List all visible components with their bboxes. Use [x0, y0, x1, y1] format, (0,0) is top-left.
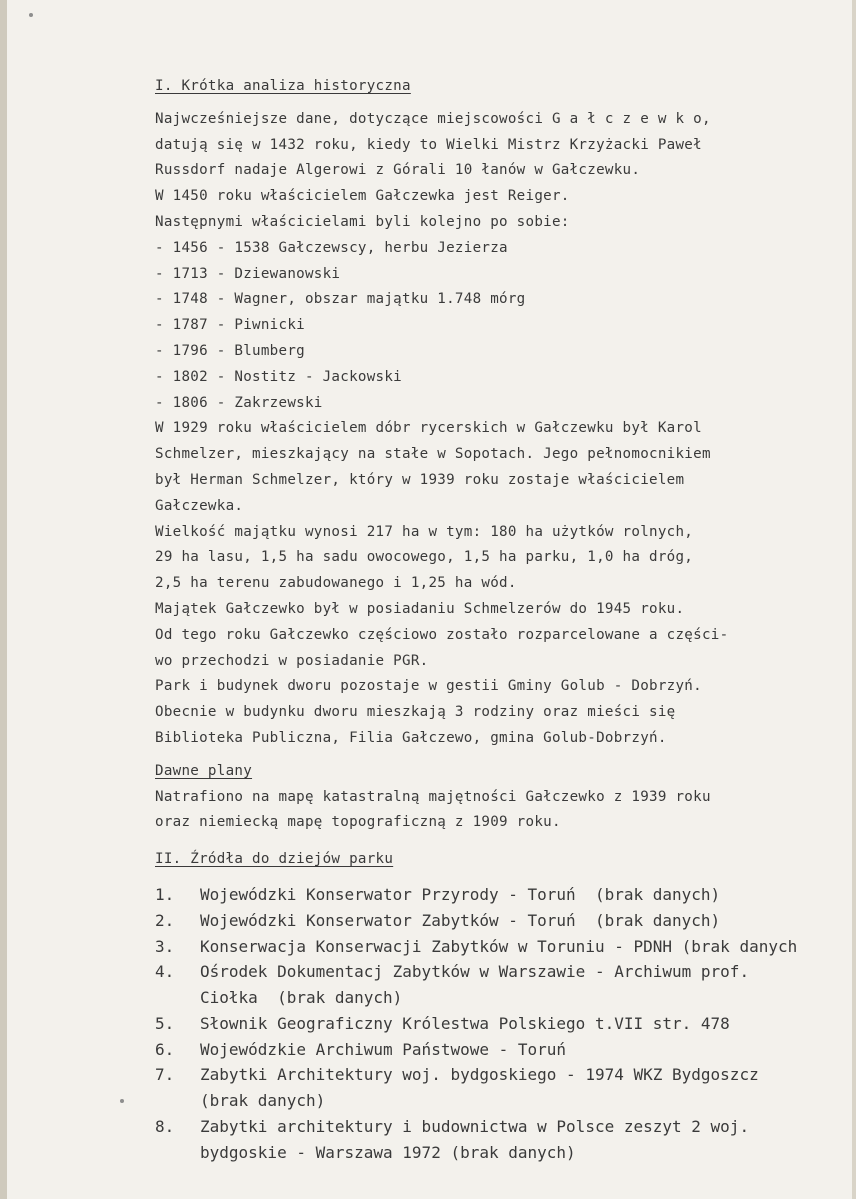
source-item: [155, 1117, 845, 1143]
source-item: [155, 911, 845, 937]
text-line: Biblioteka Publiczna, Filia Gałczewo, gmina Golub-Dobrzyń.: [155, 729, 667, 746]
text-line: Wielkość majątku wynosi 217 ha w tym: 180 ha użytków rolnych,: [155, 523, 694, 540]
source-number: 2.: [155, 910, 175, 930]
document-body: [155, 74, 845, 1169]
punch-mark: [120, 1099, 124, 1103]
text-line: W 1929 roku właścicielem dóbr rycerskich w Gałczewku był Karol: [155, 420, 702, 437]
source-text: Wojewódzki Konserwator Przyrody - Toruń (brak danych): [200, 884, 721, 904]
plans-heading: Dawne plany: [155, 762, 253, 779]
source-text: Zabytki Architektury woj. bydgoskiego - 1974 WKZ Bydgoszcz: [200, 1065, 759, 1085]
source-item: [155, 1014, 845, 1040]
owner-list-item: - 1748 - Wagner, obszar majątku 1.748 mórg: [155, 291, 526, 308]
source-number: 1.: [155, 884, 175, 904]
scan-edge-left: [0, 0, 7, 1199]
owner-list-item: - 1713 - Dziewanowski: [155, 265, 341, 282]
owner-list-item: - 1802 - Nostitz - Jackowski: [155, 368, 403, 385]
text-line: Od tego roku Gałczewko częściowo zostało rozparcelowane a części-: [155, 626, 729, 643]
source-text: Słownik Geograficzny Królestwa Polskiego t.VII str. 478: [200, 1013, 730, 1033]
source-number: 6.: [155, 1039, 175, 1059]
source-text: bydgoskie - Warszawa 1972 (brak danych): [200, 1142, 576, 1162]
source-text: Wojewódzki Konserwator Zabytków - Toruń (brak danych): [200, 910, 721, 930]
source-item: [155, 885, 845, 911]
text-line: Obecnie w budynku dworu mieszkają 3 rodziny oraz mieści się: [155, 704, 676, 721]
text-line: Majątek Gałczewko był w posiadaniu Schmelzerów do 1945 roku.: [155, 600, 685, 617]
text-line: W 1450 roku właścicielem Gałczewka jest Reiger.: [155, 188, 570, 205]
text-line: datują się w 1432 roku, kiedy to Wielki Mistrz Krzyżacki Paweł: [155, 136, 702, 153]
source-item: [155, 962, 845, 988]
text-line: 2,5 ha terenu zabudowanego i 1,25 ha wód.: [155, 575, 517, 592]
source-item: [155, 1065, 845, 1091]
source-number: 8.: [155, 1117, 175, 1137]
text-line: Najwcześniejsze dane, dotyczące miejscowości G a ł c z e w k o,: [155, 110, 711, 127]
text-line: Schmelzer, mieszkający na stałe w Sopotach. Jego pełnomocnikiem: [155, 446, 711, 463]
source-number: 3.: [155, 936, 175, 956]
source-text: Wojewódzkie Archiwum Państwowe - Toruń: [200, 1039, 567, 1059]
text-line: oraz niemiecką mapę topograficzną z 1909 roku.: [155, 814, 561, 831]
owner-list-item: - 1796 - Blumberg: [155, 342, 305, 359]
source-text: Ośrodek Dokumentacj Zabytków w Warszawie - Archiwum prof.: [200, 962, 750, 982]
punch-mark: [29, 13, 33, 17]
text-line: Park i budynek dworu pozostaje w gestii Gminy Golub - Dobrzyń.: [155, 678, 702, 695]
source-text: (brak danych): [200, 1091, 326, 1111]
owner-list-item: - 1806 - Zakrzewski: [155, 394, 323, 411]
section-2-title: II. Źródła do dziejów parku: [155, 851, 394, 868]
source-text: Zabytki architektury i budownictwa w Polsce zeszyt 2 woj.: [200, 1117, 750, 1137]
text-line: wo przechodzi w posiadanie PGR.: [155, 652, 429, 669]
source-text: Ciołka (brak danych): [200, 988, 403, 1008]
owner-list-item: - 1787 - Piwnicki: [155, 317, 305, 334]
source-item: [155, 1040, 845, 1066]
source-number: 4.: [155, 962, 175, 982]
section-1-title: I. Krótka analiza historyczna: [155, 78, 411, 94]
scan-edge-right: [852, 0, 856, 1199]
source-item-continuation: [155, 1143, 845, 1169]
source-number: 7.: [155, 1065, 175, 1085]
source-item-continuation: [155, 988, 845, 1014]
text-line: Natrafiono na mapę katastralną majętności Gałczewko z 1939 roku: [155, 788, 711, 805]
owner-list-item: - 1456 - 1538 Gałczewscy, herbu Jezierza: [155, 239, 508, 256]
text-line: był Herman Schmelzer, który w 1939 roku zostaje właścicielem: [155, 471, 685, 488]
source-number: 5.: [155, 1013, 175, 1033]
text-line: Russdorf nadaje Algerowi z Górali 10 łanów w Gałczewku.: [155, 162, 641, 179]
text-line: 29 ha lasu, 1,5 ha sadu owocowego, 1,5 ha parku, 1,0 ha dróg,: [155, 549, 694, 566]
source-item-continuation: [155, 1091, 845, 1117]
source-text: Konserwacja Konserwacji Zabytków w Toruniu - PDNH (brak danych: [200, 936, 798, 956]
text-line: Gałczewka.: [155, 497, 244, 514]
text-line: Następnymi właścicielami byli kolejno po sobie:: [155, 213, 570, 230]
source-item: [155, 937, 845, 963]
